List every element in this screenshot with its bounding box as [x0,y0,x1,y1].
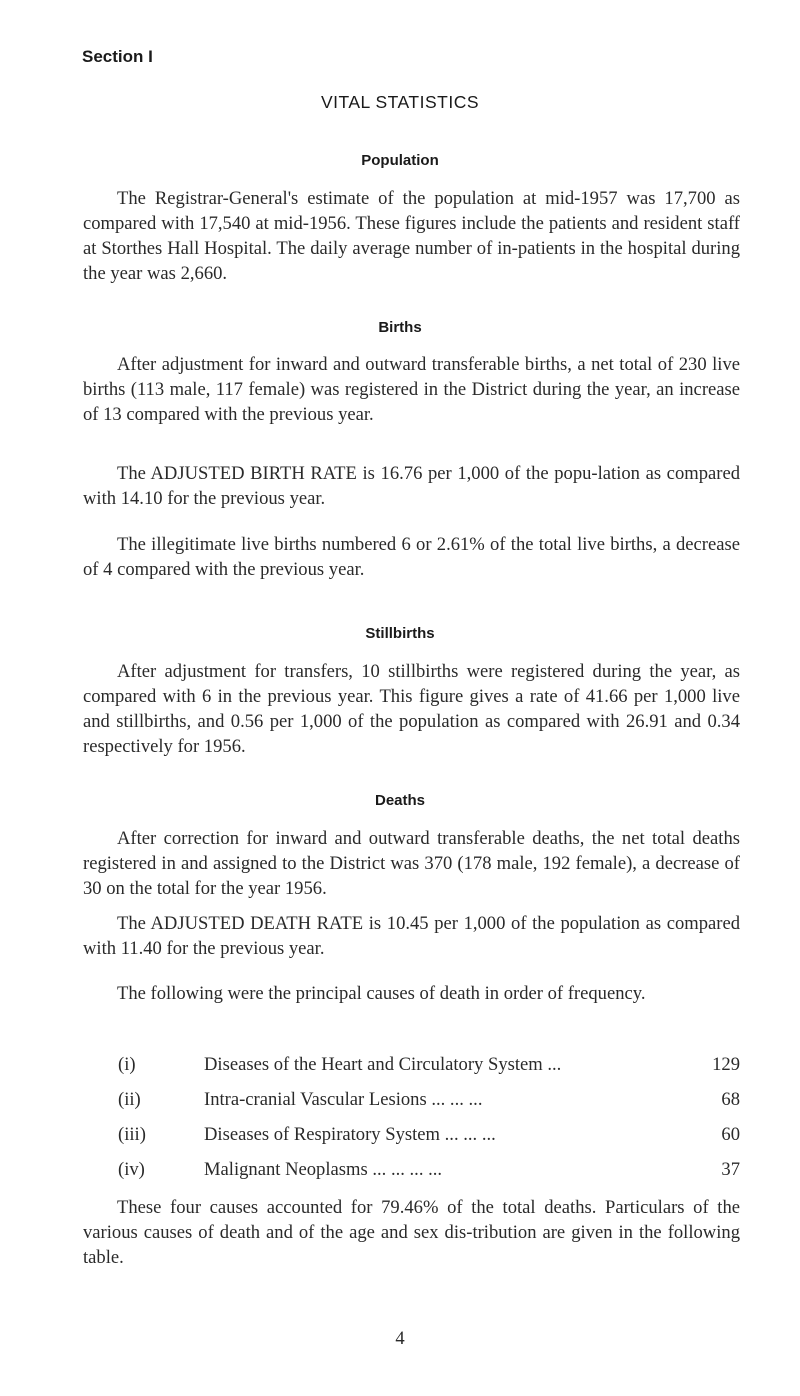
stillbirths-heading: Stillbirths [365,625,435,642]
deaths-paragraph-2: The ADJUSTED DEATH RATE is 10.45 per 1,000 of the population as compared with 11.40 for the previous year. [83,913,740,959]
cause-count: 37 [721,1159,740,1180]
section-label: Section I [82,47,153,66]
cause-number: (iii) [118,1124,146,1145]
cause-number: (ii) [118,1089,141,1110]
cause-count: 68 [721,1089,740,1110]
cause-name: Intra-cranial Vascular Lesions ... ... ... [204,1089,483,1110]
cause-name: Malignant Neoplasms ... ... ... ... [204,1159,443,1180]
list-item [118,1052,740,1087]
list-item [118,1157,740,1192]
cause-count: 129 [712,1054,740,1075]
list-item [118,1122,740,1157]
population-heading: Population [361,152,439,169]
population-paragraph: The Registrar-General's estimate of the population at mid-1957 was 17,700 as compared with 17,540 at mid-1956. These figures include the patients and resident staff at Storthes Hall Hospital. The daily average number of in-patients in the hospital during the year was 2,660. [83,188,740,284]
deaths-heading: Deaths [374,792,426,809]
causes-of-death-list [118,1052,740,1192]
deaths-paragraph-1: After correction for inward and outward transferable deaths, the net total deaths registered in and assigned to the District was 370 (178 male, 192 female), a decrease of 30 on the total for the year 1956. [83,828,740,899]
deaths-paragraph-3: The following were the principal causes of death in order of frequency. [117,983,646,1004]
deaths-closing-paragraph: These four causes accounted for 79.46% of the total deaths. Particulars of the various causes of death and of the age and sex dis-tribution are given in the following table. [83,1197,740,1268]
document-title: VITAL STATISTICS [320,92,480,112]
cause-number: (i) [118,1054,136,1075]
births-heading: Births [378,319,422,336]
births-paragraph-2: The ADJUSTED BIRTH RATE is 16.76 per 1,000 of the popu-lation as compared with 14.10 for the previous year. [83,463,740,509]
list-item [118,1087,740,1122]
page-number: 4 [395,1328,405,1349]
cause-number: (iv) [118,1159,145,1180]
cause-name: Diseases of the Heart and Circulatory System ... [204,1054,562,1075]
births-paragraph-3: The illegitimate live births numbered 6 or 2.61% of the total live births, a decrease of 4 compared with the previous year. [83,534,740,580]
cause-count: 60 [721,1124,740,1145]
cause-name: Diseases of Respiratory System ... ... ... [204,1124,496,1145]
stillbirths-paragraph: After adjustment for transfers, 10 stillbirths were registered during the year, as compared with 6 in the previous year. This figure gives a rate of 41.66 per 1,000 live and stillbirths, and 0.56 per 1,000 of the population as compared with 26.91 and 0.34 respectively for 1956. [83,661,740,757]
births-paragraph-1: After adjustment for inward and outward transferable births, a net total of 230 live births (113 male, 117 female) was registered in the District during the year, an increase of 13 compared with the previous year. [83,354,740,425]
